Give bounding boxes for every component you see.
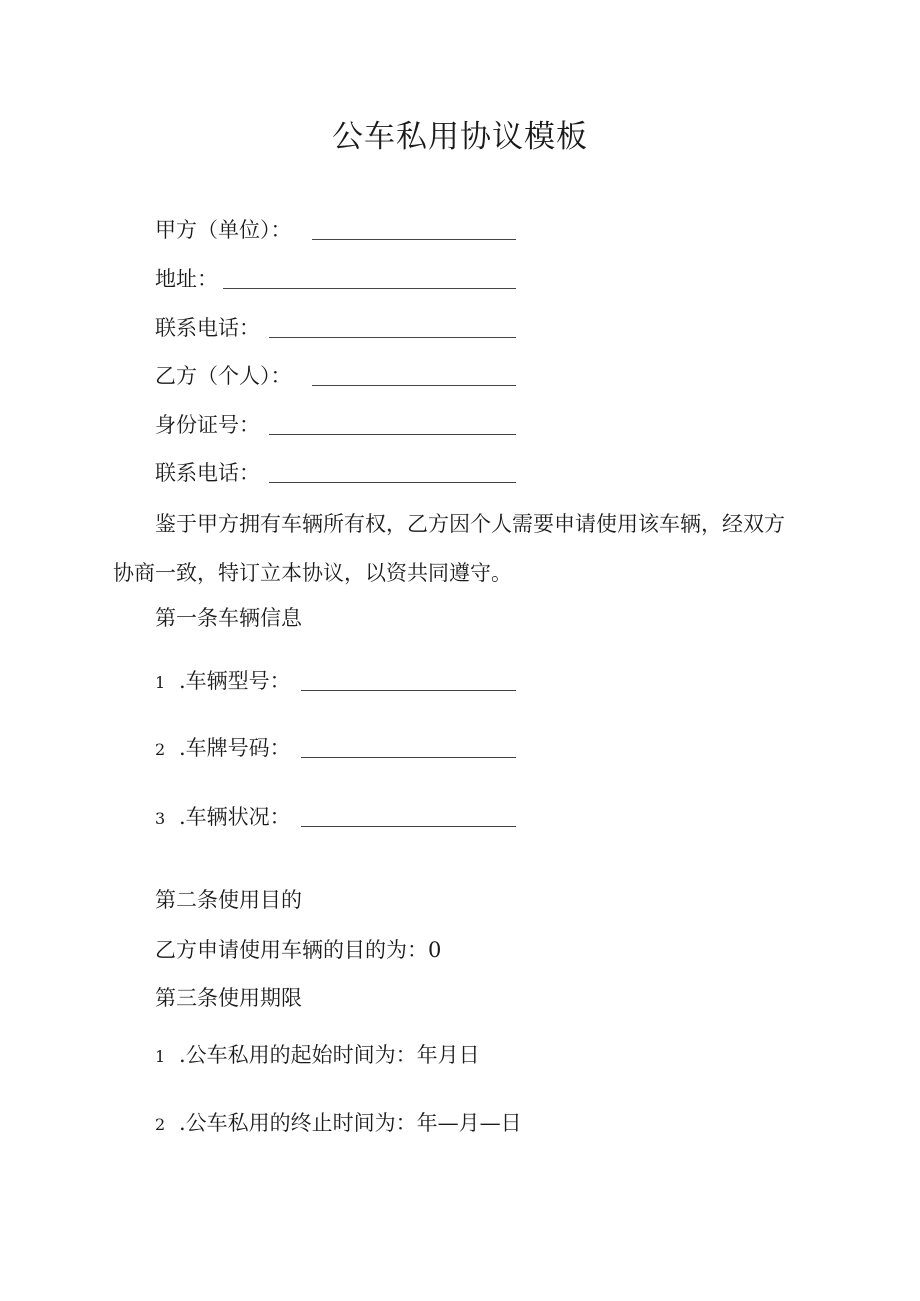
- field-label: 乙方（个人）：: [155, 364, 292, 388]
- item-number: 2: [155, 1115, 166, 1134]
- address-field: [155, 263, 218, 295]
- vehicle-condition-blank[interactable]: [301, 826, 516, 827]
- id-number-blank[interactable]: [269, 434, 516, 435]
- phone-b-blank[interactable]: [269, 482, 516, 483]
- vehicle-condition-field: [155, 801, 291, 833]
- field-label: 联系电话：: [155, 461, 260, 485]
- page-title: 公车私用协议模板: [332, 119, 588, 155]
- article-2-heading: 第二条使用目的: [155, 888, 302, 912]
- item-number: 2: [155, 740, 166, 759]
- item-number: 1: [155, 673, 166, 692]
- address-blank[interactable]: [223, 288, 516, 289]
- vehicle-model-field: [155, 665, 291, 697]
- article-1-heading: 第一条车辆信息: [155, 606, 302, 630]
- party-b-field: [155, 360, 292, 392]
- phone-a-blank[interactable]: [269, 337, 516, 338]
- item-number: 1: [155, 1047, 166, 1066]
- plate-number-blank[interactable]: [301, 757, 516, 758]
- field-label: .车牌号码：: [179, 736, 291, 760]
- plate-number-field: [155, 732, 291, 764]
- vehicle-model-blank[interactable]: [301, 690, 516, 691]
- usage-purpose-text: 乙方申请使用车辆的目的为：0: [155, 938, 442, 962]
- article-3-heading: 第三条使用期限: [155, 986, 302, 1010]
- item-text: .公车私用的起始时间为：年月日: [179, 1043, 480, 1067]
- field-label: .车辆型号：: [179, 669, 291, 693]
- item-number: 3: [155, 809, 166, 828]
- end-time-item: [155, 1107, 522, 1139]
- phone-a-field: [155, 312, 260, 344]
- party-a-field: [155, 214, 292, 246]
- field-label: 甲方（单位）：: [155, 218, 292, 242]
- id-number-field: [155, 409, 260, 441]
- field-label: 联系电话：: [155, 316, 260, 340]
- party-b-blank[interactable]: [312, 385, 516, 386]
- phone-b-field: [155, 457, 260, 489]
- field-label: 身份证号：: [155, 413, 260, 437]
- item-text: .公车私用的终止时间为：年—月—日: [179, 1111, 522, 1135]
- start-time-item: [155, 1039, 480, 1071]
- intro-paragraph: 鉴于甲方拥有车辆所有权，乙方因个人需要申请使用该车辆，经双方协商一致，特订立本协议，以资共同遵守。: [113, 512, 785, 585]
- field-label: 地址：: [155, 267, 218, 291]
- field-label: .车辆状况：: [179, 805, 291, 829]
- party-a-blank[interactable]: [312, 239, 516, 240]
